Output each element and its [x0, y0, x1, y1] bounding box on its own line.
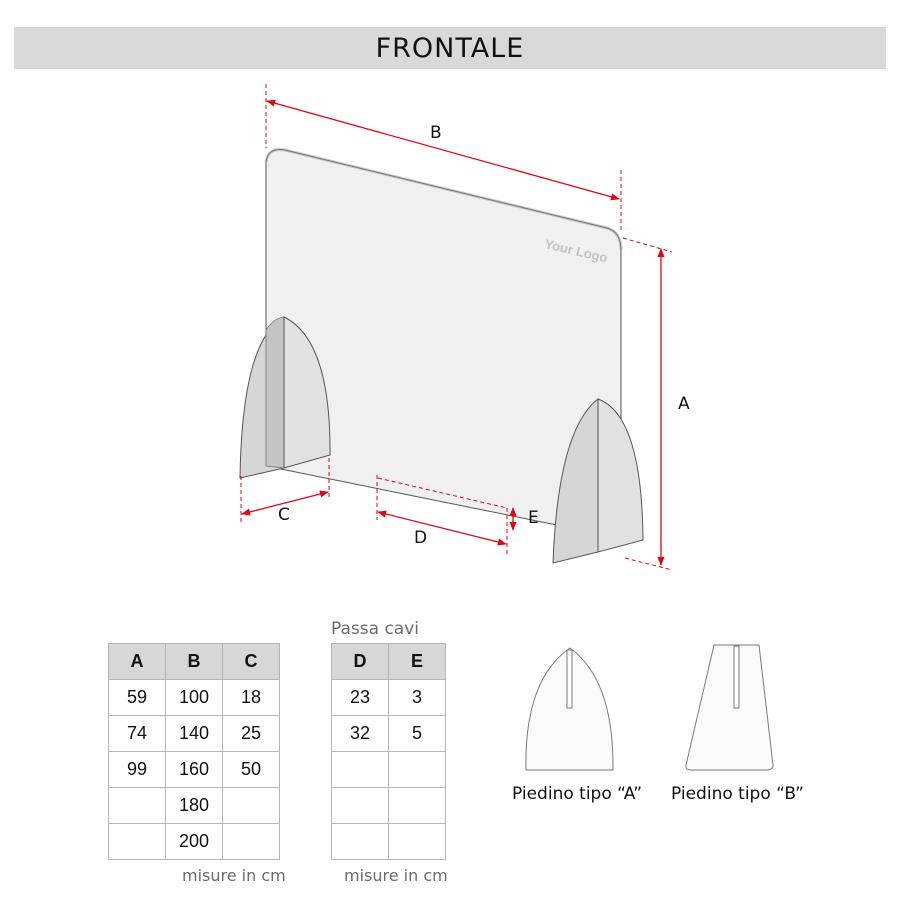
table-cell: 74 — [109, 716, 166, 752]
column-header: B — [166, 644, 223, 680]
table-header-row — [109, 644, 280, 680]
table-cell — [332, 788, 389, 824]
cable-passage-table — [331, 643, 446, 860]
table-row — [109, 716, 280, 752]
table-cell — [332, 824, 389, 860]
table-cell — [223, 824, 280, 860]
table-cell: 100 — [166, 680, 223, 716]
table-cell: 50 — [223, 752, 280, 788]
table-cell — [389, 824, 446, 860]
table-cell: 25 — [223, 716, 280, 752]
table-cell — [109, 788, 166, 824]
dimension-label-e: E — [528, 508, 539, 528]
size-table-note: misure in cm — [182, 866, 286, 885]
foot-type-a-label: Piedino tipo “A” — [512, 784, 643, 804]
table-cell — [109, 824, 166, 860]
dimension-label-b: B — [430, 123, 442, 143]
page-title: FRONTALE — [375, 32, 525, 64]
table-cell: 99 — [109, 752, 166, 788]
size-table — [108, 643, 280, 860]
table-cell: 160 — [166, 752, 223, 788]
table-cell — [223, 788, 280, 824]
table-cell: 32 — [332, 716, 389, 752]
column-header: E — [389, 644, 446, 680]
table-cell: 3 — [389, 680, 446, 716]
table-row — [109, 788, 280, 824]
table-header-row — [332, 644, 446, 680]
logo-text: Your Logo — [543, 236, 610, 266]
table-cell: 59 — [109, 680, 166, 716]
passa-cavi-label: Passa cavi — [331, 619, 419, 639]
table-row — [332, 752, 446, 788]
table-row — [109, 680, 280, 716]
table-row — [332, 824, 446, 860]
table-cell: 140 — [166, 716, 223, 752]
table-cell — [332, 752, 389, 788]
table-row — [332, 680, 446, 716]
table-cell: 5 — [389, 716, 446, 752]
dimension-label-c: C — [278, 505, 290, 525]
table-cell: 23 — [332, 680, 389, 716]
table-row — [332, 788, 446, 824]
dimension-label-a: A — [678, 394, 690, 414]
dimension-label-d: D — [414, 528, 428, 548]
table-cell: 200 — [166, 824, 223, 860]
table-cell: 180 — [166, 788, 223, 824]
cable-table-note: misure in cm — [344, 866, 448, 885]
table-cell: 18 — [223, 680, 280, 716]
column-header: C — [223, 644, 280, 680]
dimension-line-d — [378, 512, 506, 544]
column-header: A — [109, 644, 166, 680]
foot-type-a-icon — [526, 648, 613, 770]
table-cell — [389, 752, 446, 788]
table-cell — [389, 788, 446, 824]
foot-type-b-label: Piedino tipo “B” — [671, 784, 804, 804]
table-row — [109, 824, 280, 860]
foot-type-b-icon — [686, 645, 773, 770]
table-row — [332, 716, 446, 752]
table-row — [109, 752, 280, 788]
column-header: D — [332, 644, 389, 680]
